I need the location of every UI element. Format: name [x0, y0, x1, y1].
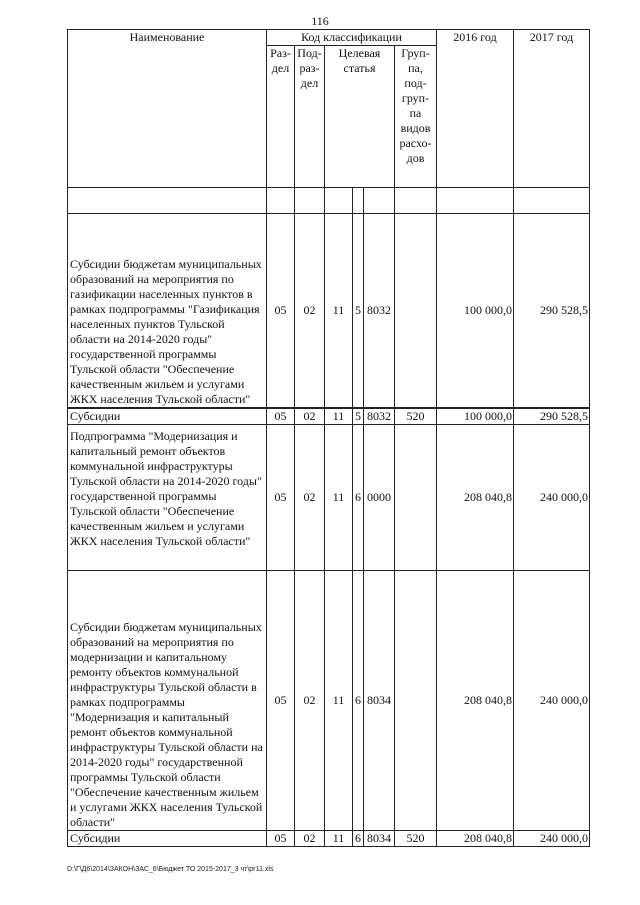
row-cs3: 8034: [364, 830, 395, 846]
spacer-row: [68, 188, 590, 214]
row-2017: 290 528,5: [514, 408, 590, 425]
header-celevaya-statya: Целевая статья: [325, 46, 395, 188]
row-cs2: 5: [353, 408, 364, 425]
row-cs1: 11: [325, 214, 353, 408]
row-podrazdel: 02: [295, 830, 325, 846]
header-razdel: Раз-дел: [267, 46, 295, 188]
row-podrazdel: 02: [295, 570, 325, 830]
row-razdel: 05: [267, 408, 295, 425]
row-cs2: 6: [353, 570, 364, 830]
header-code-classification: Код классификации: [267, 30, 437, 46]
row-cs2: 6: [353, 424, 364, 570]
row-cs2: 5: [353, 214, 364, 408]
header-2016: 2016 год: [437, 30, 514, 188]
table-row: [68, 570, 590, 830]
row-cs3: 8034: [364, 570, 395, 830]
row-name: Субсидии: [68, 830, 267, 846]
row-razdel: 05: [267, 424, 295, 570]
row-vr: 520: [395, 408, 437, 425]
row-razdel: 05: [267, 214, 295, 408]
row-vr: [395, 214, 437, 408]
row-2017: 240 000,0: [514, 424, 590, 570]
header-2017: 2017 год: [514, 30, 590, 188]
table-row: [68, 830, 590, 846]
table-row: [68, 424, 590, 570]
row-podrazdel: 02: [295, 214, 325, 408]
row-2017: 240 000,0: [514, 830, 590, 846]
row-2016: 100 000,0: [437, 214, 514, 408]
header-podrazdel: Под-раз-дел: [295, 46, 325, 188]
row-2016: 208 040,8: [437, 570, 514, 830]
row-2016: 100 000,0: [437, 408, 514, 425]
row-2016: 208 040,8: [437, 830, 514, 846]
row-name: Субсидии: [68, 408, 267, 425]
row-razdel: 05: [267, 830, 295, 846]
page-number: 116: [311, 14, 329, 28]
row-vr: [395, 424, 437, 570]
row-cs3: 8032: [364, 408, 395, 425]
row-podrazdel: 02: [295, 424, 325, 570]
row-cs3: 8032: [364, 214, 395, 408]
row-vr: 520: [395, 830, 437, 846]
row-cs1: 11: [325, 424, 353, 570]
row-razdel: 05: [267, 570, 295, 830]
row-cs1: 11: [325, 408, 353, 425]
row-vr: [395, 570, 437, 830]
row-name: Субсидии бюджетам муниципальных образований на мероприятия по газификации населенных пунктов в рамках подпрограммы "Газификация населенных пунктов Тульской области на 2014-2020 годы" государственной программы Тульской области "Обеспечение качественным жильем и услугами ЖКХ населения Тульской области": [68, 214, 267, 408]
budget-table: [67, 29, 590, 847]
row-cs1: 11: [325, 830, 353, 846]
row-name: Подпрограмма "Модернизация и капитальный ремонт объектов коммунальной инфраструктуры Тульской области на 2014-2020 годы" государственной программы Тульской области "Обеспечение качественным жильем и услугами ЖКХ населения Тульской области": [68, 424, 267, 570]
footer-file-path: D:\Г\Д6\2014\ЗАКОН\ЗАС_6\Бюджет ТО 2015-2017_3 чт\рг11.xls: [67, 866, 274, 873]
table-row: [68, 408, 590, 425]
row-cs2: 6: [353, 830, 364, 846]
row-2017: 290 528,5: [514, 214, 590, 408]
header-name: Наименование: [68, 30, 267, 188]
row-cs3: 0000: [364, 424, 395, 570]
row-name: Субсидии бюджетам муниципальных образований на мероприятия по модернизации и капитальному ремонту объектов коммунальной инфраструктуры Тульской области в рамках подпрограммы "Модернизация и капитальный ремонт объектов коммунальной инфраструктуры Тульской области на 2014-2020 годы" государственной программы Тульской области "Обеспечение качественным жильем и услугами ЖКХ населения Тульской области": [68, 570, 267, 830]
row-cs1: 11: [325, 570, 353, 830]
header-gruppa-vidov: Груп-па, под-груп-па видов расхо-дов: [395, 46, 437, 188]
row-2016: 208 040,8: [437, 424, 514, 570]
row-podrazdel: 02: [295, 408, 325, 425]
table-row: [68, 214, 590, 408]
row-2017: 240 000,0: [514, 570, 590, 830]
